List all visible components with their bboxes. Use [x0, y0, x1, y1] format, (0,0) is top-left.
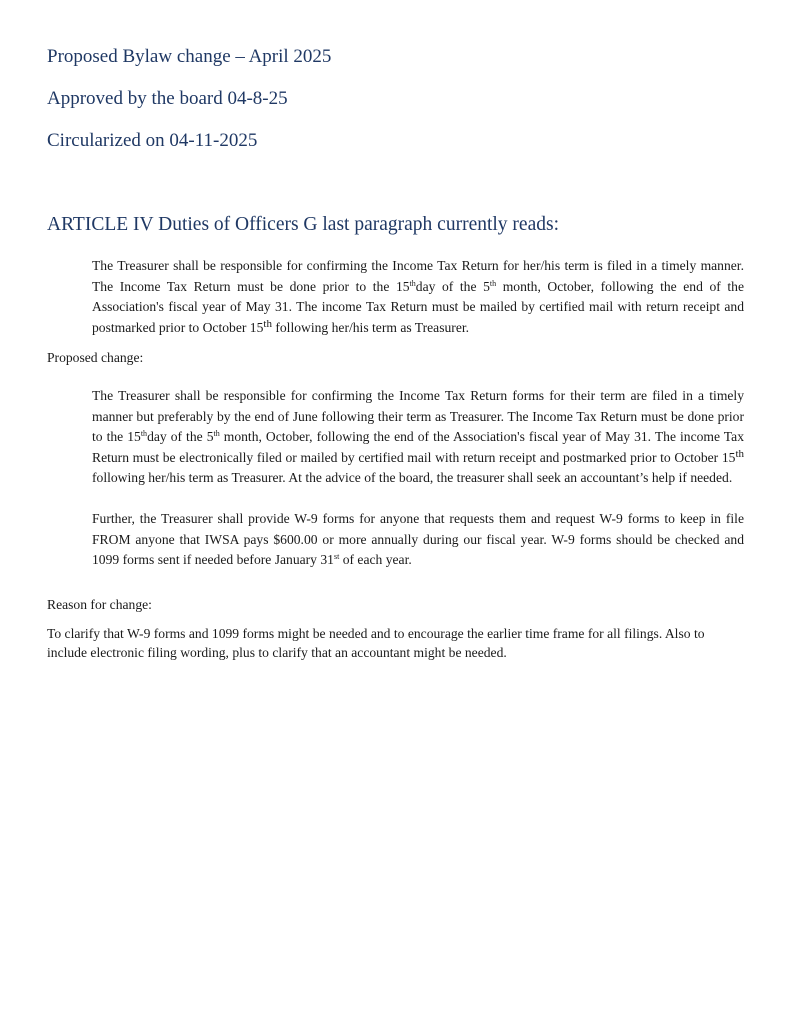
reason-text: To clarify that W-9 forms and 1099 forms might be needed and to encourage the earlier time frame for all filings. Also to include electronic filing wording, plus to clarify that an accountant might be needed. — [47, 626, 705, 660]
current-sup-2: th — [489, 278, 497, 288]
approval-date: Approved by the board 04-8-25 — [47, 88, 288, 109]
current-sup-3: th — [263, 317, 272, 330]
reason-label: Reason for change: — [47, 597, 152, 612]
current-text-4: following her/his term as Treasurer. — [271, 319, 470, 335]
current-paragraph — [92, 256, 744, 338]
proposed-text-2: day of the 5 — [147, 429, 214, 444]
circularized-date: Circularized on 04-11-2025 — [47, 130, 258, 151]
current-text-1: The Treasurer shall be responsible for confirming the Income Tax Return for her/his term is filed in a timely manner. The Income Tax Return must be done prior to the 15 — [92, 258, 744, 294]
document-title: Proposed Bylaw change – April 2025 — [47, 46, 332, 67]
proposed-paragraph-1 — [92, 386, 744, 489]
proposed-sup-2: th — [213, 429, 220, 438]
proposed-paragraph-2 — [92, 509, 744, 571]
proposed-change-label: Proposed change: — [47, 350, 144, 365]
proposed-text-3: month, October, following the end of the Association's fiscal year of May 31. The income Tax Return must be electronically filed or mailed by certified mail with return receipt and postmarked prior to October 15 — [92, 429, 744, 465]
proposed-sup-4: st — [333, 552, 340, 561]
proposed-text-4: following her/his term as Treasurer. At the advice of the board, the treasurer shall seek an accountant’s help if needed. — [92, 470, 733, 485]
proposed-sup-1: th — [140, 429, 148, 438]
proposed-text-6: of each year. — [339, 552, 412, 567]
current-text-3: month, October, following the end of the Association's fiscal year of May 31. The income Tax Return must be mailed by certified mail with return receipt and postmarked prior to October 15 — [92, 278, 744, 335]
proposed-sup-3: th — [735, 447, 744, 460]
current-sup-1: th — [409, 278, 416, 288]
article-heading: ARTICLE IV Duties of Officers G last paragraph currently reads: — [47, 214, 559, 235]
proposed-text-1: The Treasurer shall be responsible for confirming the Income Tax Return forms for their term are filed in a timely manner but preferably by the end of June following their term as Treasurer. The Income Tax Return must be done prior to the 15 — [92, 388, 744, 444]
current-text-2: day of the 5 — [415, 278, 490, 294]
proposed-text-5: Further, the Treasurer shall provide W-9 forms for anyone that requests them and request W-9 forms to keep in file FROM anyone that IWSA pays $600.00 or more annually during our fiscal year. W-9 forms should be checked and 1099 forms sent if needed before January 31 — [92, 511, 744, 567]
